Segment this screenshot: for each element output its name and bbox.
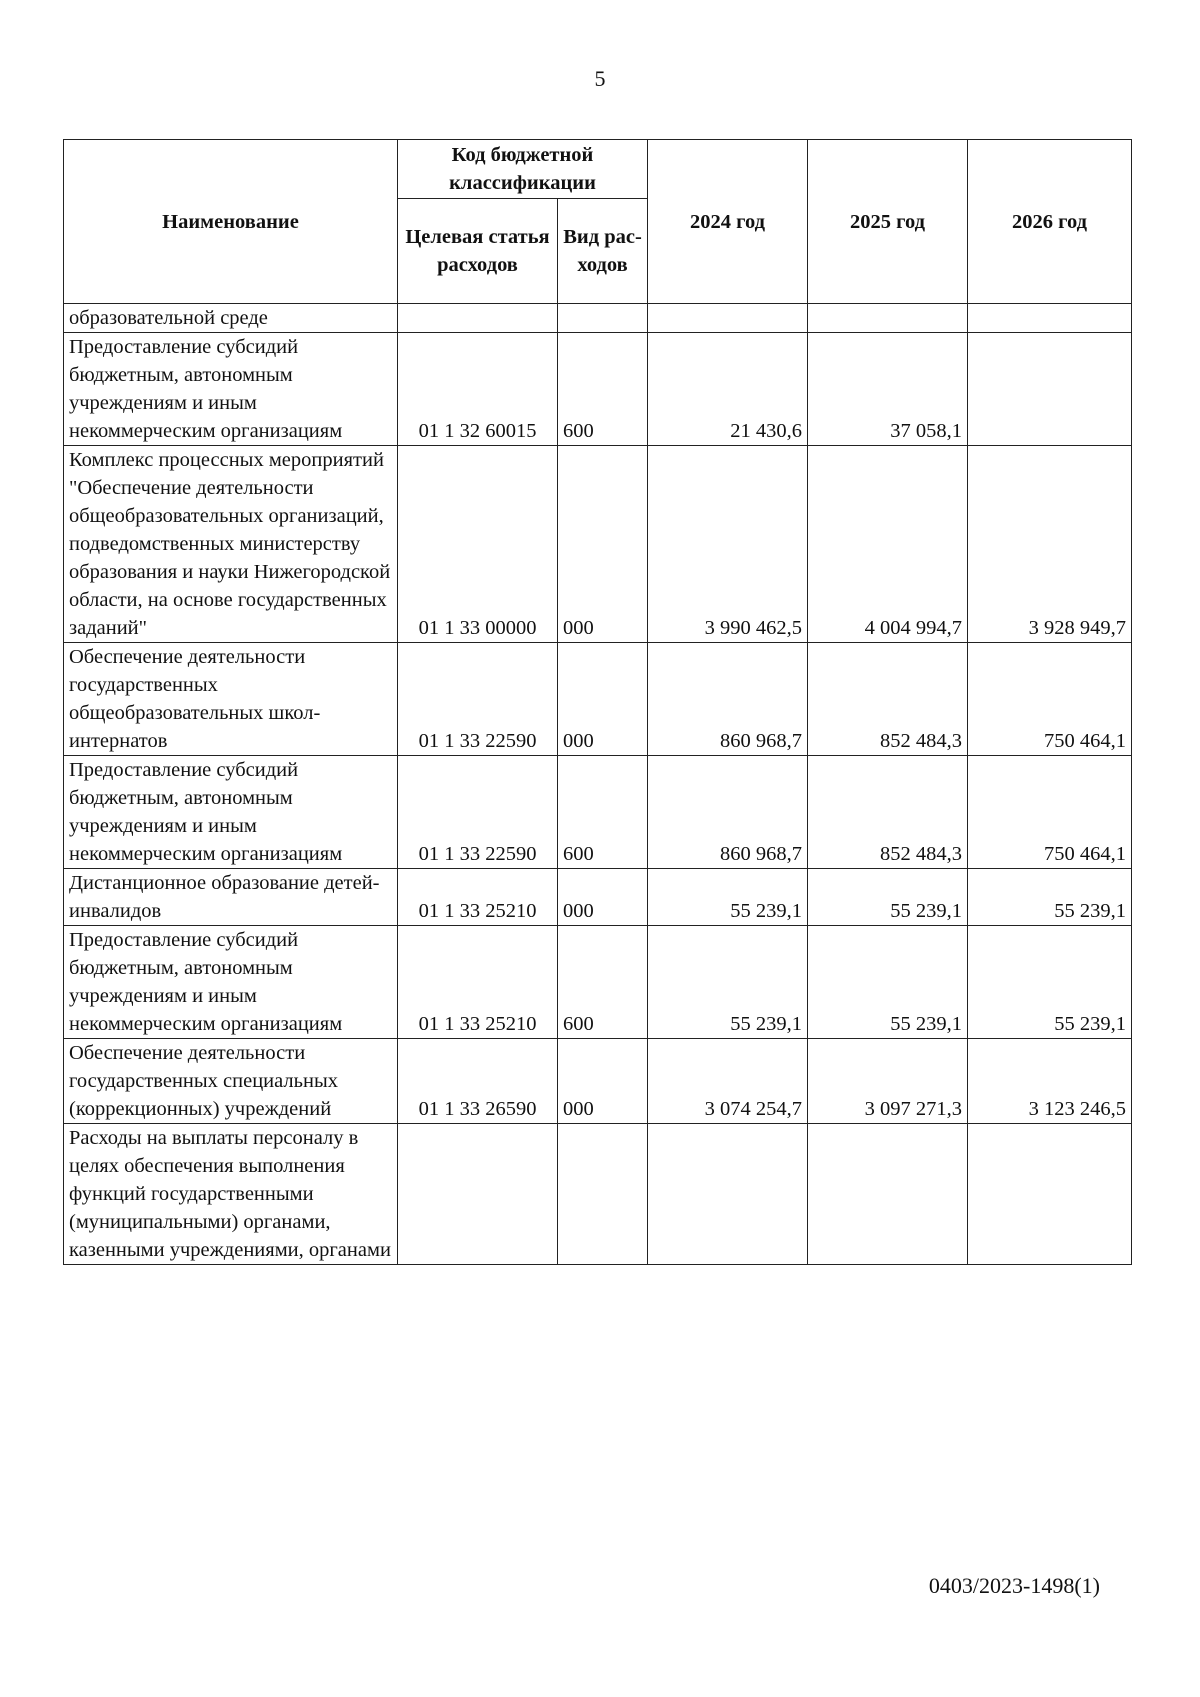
row-name: образовательной среде <box>64 304 398 333</box>
row-code <box>398 304 558 333</box>
row-2024 <box>648 1124 808 1265</box>
table-body <box>64 304 1132 1265</box>
budget-table <box>63 139 1132 1265</box>
row-code: 01 1 33 22590 <box>398 756 558 869</box>
row-kind: 600 <box>558 926 648 1039</box>
row-2024: 21 430,6 <box>648 333 808 446</box>
row-name: Дистанционное образование детей-инвалидов <box>64 869 398 926</box>
row-2025: 852 484,3 <box>808 756 968 869</box>
table-row <box>64 756 1132 869</box>
row-code <box>398 1124 558 1265</box>
row-2024: 860 968,7 <box>648 643 808 756</box>
row-2026 <box>968 333 1132 446</box>
table-header <box>64 140 1132 304</box>
header-name: Наименование <box>64 140 398 304</box>
row-kind: 000 <box>558 643 648 756</box>
header-2024: 2024 год <box>648 140 808 304</box>
row-name: Обеспечение деятельности государственных общеобразовательных школ-интернатов <box>64 643 398 756</box>
header-2026: 2026 год <box>968 140 1132 304</box>
page-number: 5 <box>594 66 606 91</box>
table-row <box>64 643 1132 756</box>
table-row <box>64 304 1132 333</box>
row-kind: 000 <box>558 1039 648 1124</box>
row-kind: 000 <box>558 869 648 926</box>
header-expense-type: Вид рас-ходов <box>558 199 648 304</box>
row-2025: 852 484,3 <box>808 643 968 756</box>
header-target-article: Целевая статья расходов <box>398 199 558 304</box>
row-kind: 600 <box>558 333 648 446</box>
row-2026: 3 928 949,7 <box>968 446 1132 643</box>
row-2026: 750 464,1 <box>968 643 1132 756</box>
row-name: Расходы на выплаты персоналу в целях обеспечения выполнения функций государственными (муниципальными) органами, казенными учреждениями, органами <box>64 1124 398 1265</box>
row-2024: 55 239,1 <box>648 869 808 926</box>
row-name: Предоставление субсидий бюджетным, автономным учреждениям и иным некоммерческим организациям <box>64 926 398 1039</box>
row-code: 01 1 32 60015 <box>398 333 558 446</box>
row-2025: 3 097 271,3 <box>808 1039 968 1124</box>
header-2025: 2025 год <box>808 140 968 304</box>
row-code: 01 1 33 22590 <box>398 643 558 756</box>
row-2026: 55 239,1 <box>968 926 1132 1039</box>
row-kind: 600 <box>558 756 648 869</box>
header-code-group: Код бюджетной классификации <box>398 140 648 199</box>
row-name: Комплекс процессных мероприятий "Обеспечение деятельности общеобразовательных организаций, подведомственных министерству образования и науки Нижегородской области, на основе государственных заданий" <box>64 446 398 643</box>
document-reference: 0403/2023-1498(1) <box>928 1573 1100 1598</box>
row-2026 <box>968 304 1132 333</box>
table-row <box>64 869 1132 926</box>
row-code: 01 1 33 25210 <box>398 926 558 1039</box>
row-2026: 55 239,1 <box>968 869 1132 926</box>
row-2025: 55 239,1 <box>808 869 968 926</box>
row-2024: 3 074 254,7 <box>648 1039 808 1124</box>
row-2026: 3 123 246,5 <box>968 1039 1132 1124</box>
row-2025: 55 239,1 <box>808 926 968 1039</box>
table-row <box>64 446 1132 643</box>
table-row <box>64 926 1132 1039</box>
table-row <box>64 1039 1132 1124</box>
row-2025 <box>808 304 968 333</box>
row-name: Предоставление субсидий бюджетным, автономным учреждениям и иным некоммерческим организациям <box>64 756 398 869</box>
row-code: 01 1 33 00000 <box>398 446 558 643</box>
row-2024: 860 968,7 <box>648 756 808 869</box>
row-2024: 3 990 462,5 <box>648 446 808 643</box>
row-name: Предоставление субсидий бюджетным, автономным учреждениям и иным некоммерческим организациям <box>64 333 398 446</box>
row-name: Обеспечение деятельности государственных специальных (коррекционных) учреждений <box>64 1039 398 1124</box>
row-kind <box>558 1124 648 1265</box>
row-code: 01 1 33 26590 <box>398 1039 558 1124</box>
row-kind <box>558 304 648 333</box>
row-kind: 000 <box>558 446 648 643</box>
table-row <box>64 1124 1132 1265</box>
row-2025 <box>808 1124 968 1265</box>
row-2024 <box>648 304 808 333</box>
row-2026 <box>968 1124 1132 1265</box>
row-2024: 55 239,1 <box>648 926 808 1039</box>
row-2026: 750 464,1 <box>968 756 1132 869</box>
table-row <box>64 333 1132 446</box>
row-2025: 4 004 994,7 <box>808 446 968 643</box>
row-2025: 37 058,1 <box>808 333 968 446</box>
row-code: 01 1 33 25210 <box>398 869 558 926</box>
